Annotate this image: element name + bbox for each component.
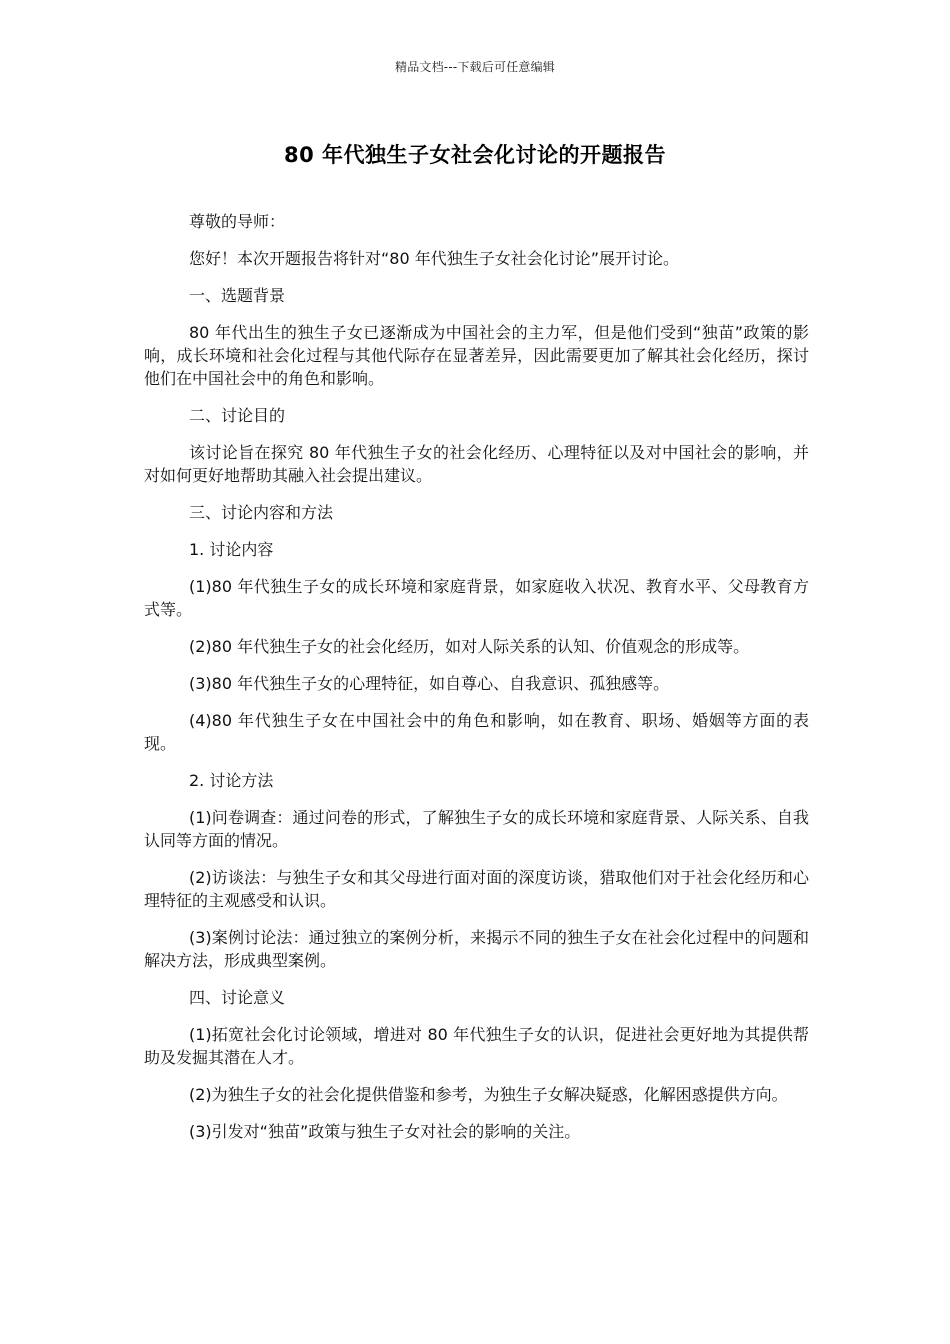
subheading-content: 1. 讨论内容 — [189, 540, 274, 559]
significance-item-2: (2)为独生子女的社会化提供借鉴和参考，为独生子女解决疑惑，化解困惑提供方向。 — [189, 1085, 788, 1104]
subheading-methods: 2. 讨论方法 — [189, 771, 274, 790]
content-item-2: (2)80 年代独生子女的社会化经历，如对人际关系的认知、价值观念的形成等。 — [189, 637, 750, 656]
document-body — [144, 210, 809, 1157]
section-heading-content-methods: 三、讨论内容和方法 — [189, 503, 334, 522]
purpose-paragraph: 该讨论旨在探究 80 年代独生子女的社会化经历、心理特征以及对中国社会的影响，并对如何更好地帮助其融入社会提出建议。 — [144, 443, 809, 485]
method-item-3: (3)案例讨论法：通过独立的案例分析，来揭示不同的独生子女在社会化过程中的问题和解决方法，形成典型案例。 — [144, 928, 809, 970]
significance-item-3: (3)引发对“独苗”政策与独生子女对社会的影响的关注。 — [189, 1122, 581, 1141]
method-item-2: (2)访谈法：与独生子女和其父母进行面对面的深度访谈，猎取他们对于社会化经历和心理特征的主观感受和认识。 — [144, 868, 809, 910]
greeting-paragraph: 您好！本次开题报告将针对“80 年代独生子女社会化讨论”展开讨论。 — [189, 249, 680, 268]
content-item-4: (4)80 年代独生子女在中国社会中的角色和影响，如在教育、职场、婚姻等方面的表现。 — [144, 711, 809, 753]
section-heading-background: 一、选题背景 — [189, 286, 286, 305]
section-heading-purpose: 二、讨论目的 — [189, 406, 286, 425]
method-item-1: (1)问卷调查：通过问卷的形式，了解独生子女的成长环境和家庭背景、人际关系、自我认同等方面的情况。 — [144, 808, 809, 850]
section-heading-significance: 四、讨论意义 — [189, 988, 286, 1007]
content-item-3: (3)80 年代独生子女的心理特征，如自尊心、自我意识、孤独感等。 — [189, 674, 670, 693]
page-header: 精品文档---下载后可任意编辑 — [395, 60, 555, 74]
document-title: 80 年代独生子女社会化讨论的开题报告 — [283, 143, 667, 167]
content-item-1: (1)80 年代独生子女的成长环境和家庭背景，如家庭收入状况、教育水平、父母教育方式等。 — [144, 577, 809, 619]
background-paragraph: 80 年代出生的独生子女已逐渐成为中国社会的主力军，但是他们受到“独苗”政策的影响，成长环境和社会化过程与其他代际存在显著差异，因此需要更加了解其社会化经历，探讨他们在中国社会中的角色和影响。 — [144, 323, 809, 388]
salutation: 尊敬的导师： — [189, 212, 286, 231]
significance-item-1: (1)拓宽社会化讨论领域，增进对 80 年代独生子女的认识，促进社会更好地为其提供帮助及发掘其潜在人才。 — [144, 1025, 809, 1067]
